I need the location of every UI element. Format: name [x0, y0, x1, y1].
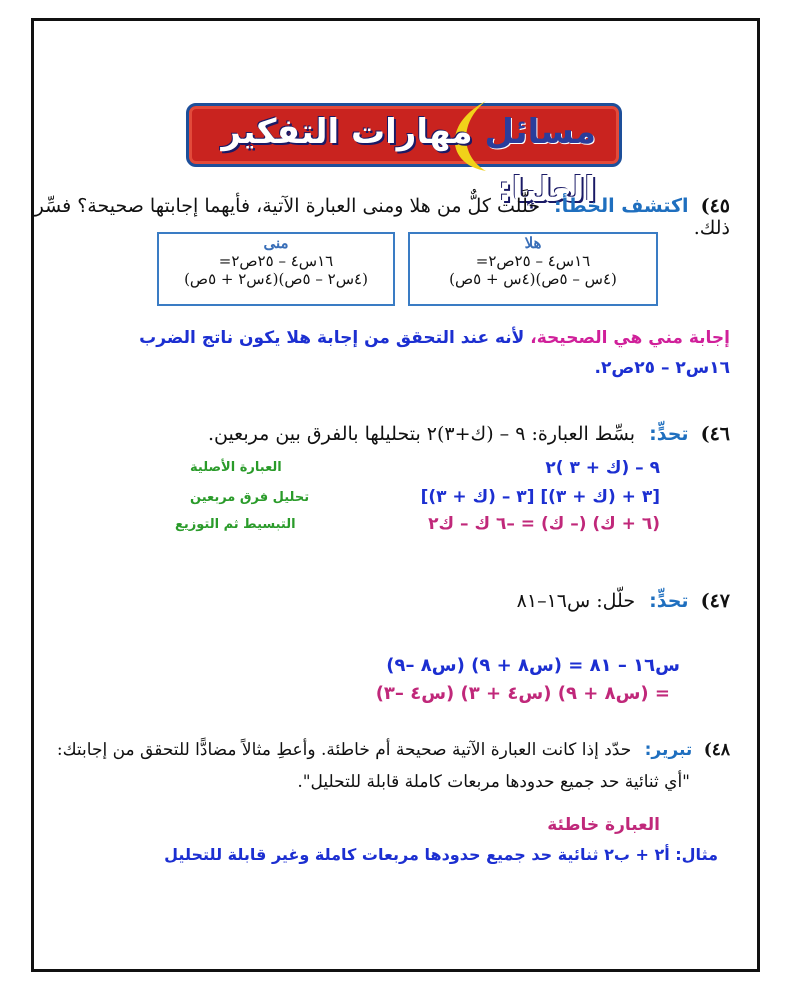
banner-title: [186, 103, 596, 210]
question-48: [57, 740, 730, 760]
q47-line1: س١٦ – ٨١ = (س٨ + ٩) (س٨ –٩): [386, 655, 680, 676]
banner-word1: مسائل: [484, 112, 596, 152]
q46-step-1: ٩ – (ك + ٣ )٢: [545, 458, 660, 478]
q46-note-2: تحليل فرق مربعين: [190, 490, 310, 505]
question-number: ٤٥): [700, 195, 730, 217]
q46-note-1: العبارة الأصلية: [190, 460, 282, 475]
answer-45-reason: لأنه عند التحقق من إجابة هلا يكون ناتج الضرب: [139, 328, 531, 348]
question-text: حلَّلت كلٌّ من هلا ومنى العبارة الآتية، فأيهما إجابتها صحيحة؟ فسِّر ذلك.: [34, 195, 730, 239]
muna-line1: ١٦س٤ – ٢٥ص٢=: [218, 252, 334, 270]
title-banner: [186, 95, 616, 210]
question-48-quote: "أي ثنائية حد جميع حدودها مربعات كاملة قابلة للتحليل".: [297, 772, 690, 792]
q46-note-3: التبسيط ثم التوزيع: [175, 517, 296, 532]
answer-48-verdict: العبارة خاطئة: [547, 815, 660, 835]
hala-title: هلا: [524, 234, 542, 252]
question-number: ٤٧): [700, 590, 730, 612]
answer-45-highlight: إجابة مني هي الصحيحة،: [530, 328, 730, 348]
question-tag: اكتشف الخطأ:: [554, 195, 689, 217]
question-tag: تبرير:: [644, 740, 693, 760]
question-number: ٤٨): [703, 740, 730, 760]
question-46: [208, 423, 730, 445]
q46-step-2: [٣ + (ك + ٣)] [٣ – (ك + ٣)]: [420, 487, 660, 507]
question-text: بسِّط العبارة: ٩ – (ك+٣)٢ بتحليلها بالفرق بين مربعين.: [207, 423, 636, 445]
question-number: ٤٦): [700, 423, 730, 445]
answer-45: [90, 323, 730, 383]
banner-rest: مهارات التفكير العليا:: [221, 112, 596, 210]
answer-48-example: مثال: أ٢ + ب٢ ثنائية حد جميع حدودها مربعات كاملة وغير قابلة للتحليل: [164, 845, 718, 864]
muna-line2: (٤س٢ – ٥ص)(٤س٢ + ٥ص): [184, 270, 368, 288]
hala-line1: ١٦س٤ – ٢٥ص٢=: [475, 252, 591, 270]
question-text: حلّل: س١٦–٨١: [516, 590, 636, 612]
question-tag: تحدٍّ:: [649, 590, 689, 612]
question-47: [517, 590, 730, 612]
muna-box: [157, 232, 395, 306]
q46-step-3: (٦ + ك) (– ك) = –٦ ك – ك٢: [428, 514, 660, 534]
hala-box: [408, 232, 658, 306]
q47-line2: = (س٨ + ٩) (س٤ + ٣) (س٤ –٣): [375, 683, 670, 704]
answer-45-line2: ١٦س٢ – ٢٥ص٢.: [594, 358, 730, 378]
muna-title: منى: [263, 234, 289, 252]
hala-line2: (٤س – ٥ص)(٤س + ٥ص): [449, 270, 617, 288]
question-text: حدّد إذا كانت العبارة الآتية صحيحة أم خاطئة. وأعطِ مثالاً مضادًّا للتحقق من إجابتك:: [56, 740, 632, 760]
question-tag: تحدٍّ:: [649, 423, 689, 445]
